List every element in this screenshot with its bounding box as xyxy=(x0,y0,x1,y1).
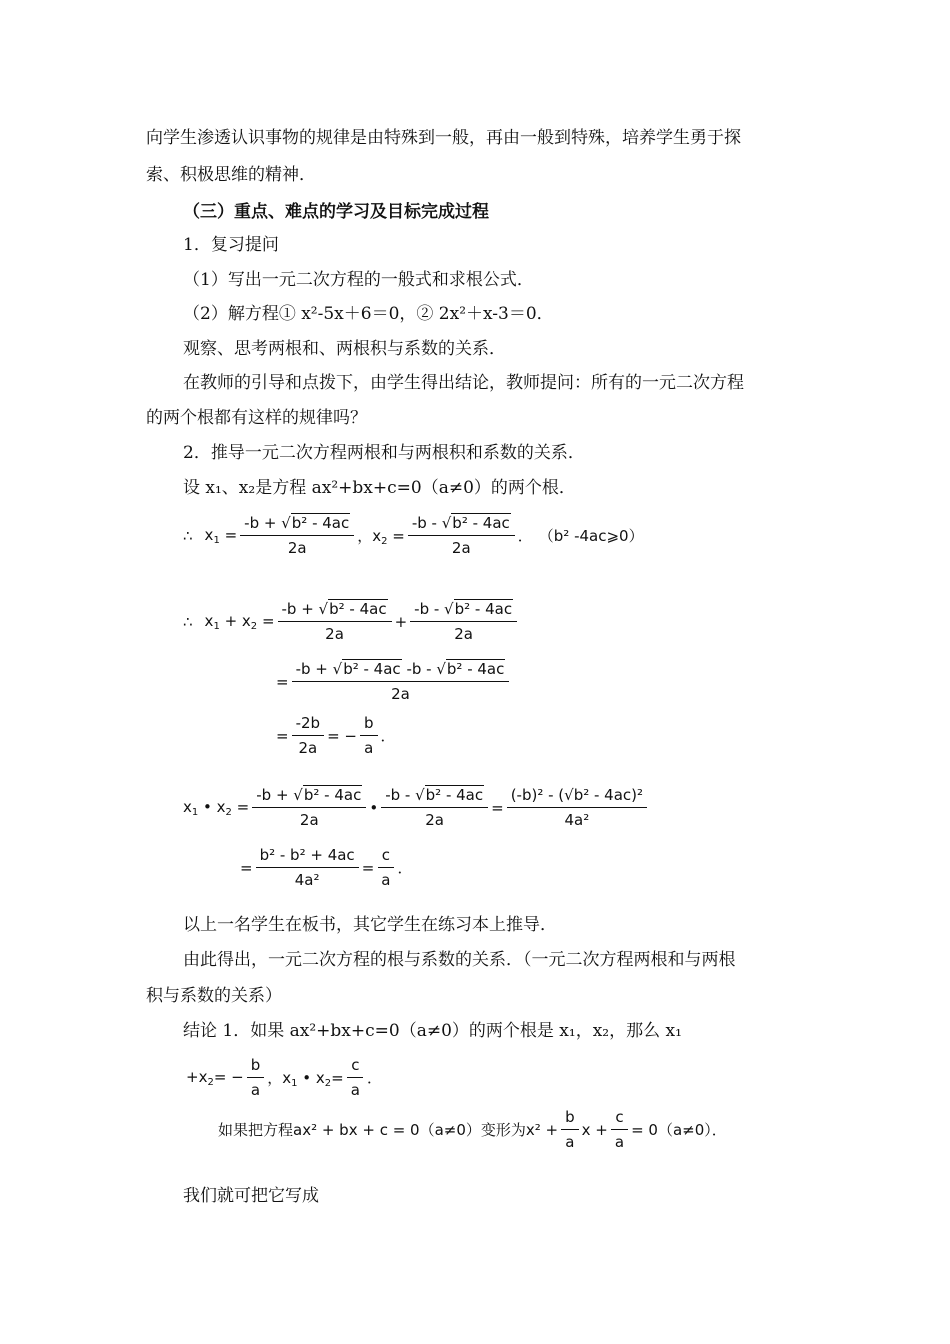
para-line-2: 索、积极思维的精神． xyxy=(146,165,316,185)
conclusion-line-2: 积与系数的关系） xyxy=(146,986,282,1006)
board-text: 以上一名学生在板书，其它学生在练习本上推导． xyxy=(183,915,557,935)
sum-line-1: ∴ $x_1 + x_2$ = $\frac{\text{-b + √b² - 4ac}}{2a}$ + $\frac{\text{-b - √b² - 4ac}}{2a}$ xyxy=(183,600,520,643)
assumption-text: 设 x₁、x₂是方程 ax²+bx+c=0（a≠0）的两个根． xyxy=(183,478,576,498)
question-1: （1）写出一元二次方程的一般式和求根公式． xyxy=(183,270,534,290)
product-line-2: = $\frac{\text{b² - b² + 4ac}}{\text{4a²}}$ = $\frac{c}{a}$ ． xyxy=(240,846,413,889)
guide-line-2: 的两个根都有这样的规律吗？ xyxy=(146,408,367,428)
sum-line-3: = $\frac{-2b}{2a}$ = − $\frac{b}{a}$ ． xyxy=(276,714,396,757)
conclusion-line-1: 由此得出，一元二次方程的根与系数的关系．（一元二次方程两根和与两根 xyxy=(183,950,736,970)
step-2-heading: 2．推导一元二次方程两根和与两根积和系数的关系． xyxy=(183,443,585,463)
para-line-1: 向学生渗透认识事物的规律是由特殊到一般，再由一般到特殊，培养学生勇于探 xyxy=(146,128,741,148)
root-formulas: ∴ $x_1$ = $\frac{\text{-b + √b² - 4ac}}{2a}$ ，$x_2$ = $\frac{\text{-b - √b² - 4ac}}{2a}$ ． （b² -4ac⩾0） xyxy=(183,514,644,557)
step-1-heading: 1．复习提问 xyxy=(183,235,279,255)
sum-line-2: = $\frac{\text{-b + √b² - 4ac -b - √b² - 4ac}}{2a}$ xyxy=(276,660,512,703)
result-1-text: 结论 1．如果 ax²+bx+c=0（a≠0）的两个根是 x₁，x₂，那么 x₁ xyxy=(183,1021,682,1041)
result-1-formula: $+x_2=$ − $\frac{b}{a}$ ，$x_1$ • $x_2=$ $\frac{c}{a}$ ． xyxy=(186,1056,382,1099)
write-text: 我们就可把它写成 xyxy=(183,1186,319,1206)
guide-line-1: 在教师的引导和点拨下，由学生得出结论，教师提问：所有的一元二次方程 xyxy=(183,373,744,393)
section-heading-3: （三）重点、难点的学习及目标完成过程 xyxy=(183,202,489,222)
discriminant-condition: （b² -4ac⩾0） xyxy=(538,527,644,545)
observe-text: 观察、思考两根和、两根积与系数的关系． xyxy=(183,339,506,359)
product-line-1: $x_1$ • $x_2$ = $\frac{\text{-b + √b² - 4ac}}{2a}$ • $\frac{\text{-b - √b² - 4ac}}{2a}$ = $\frac{\text{(-b)² - (√b² - 4ac)²}}{\text{4a²}}$ xyxy=(183,786,650,829)
transform-formula: 如果把方程ax² + bx + c = 0（a≠0）变形为x² + $\frac{b}{a}$ x + $\frac{c}{a}$ = 0（a≠0）． xyxy=(218,1108,727,1151)
question-2: （2）解方程① x²-5x＋6＝0，② 2x²＋x-3＝0． xyxy=(183,304,554,324)
